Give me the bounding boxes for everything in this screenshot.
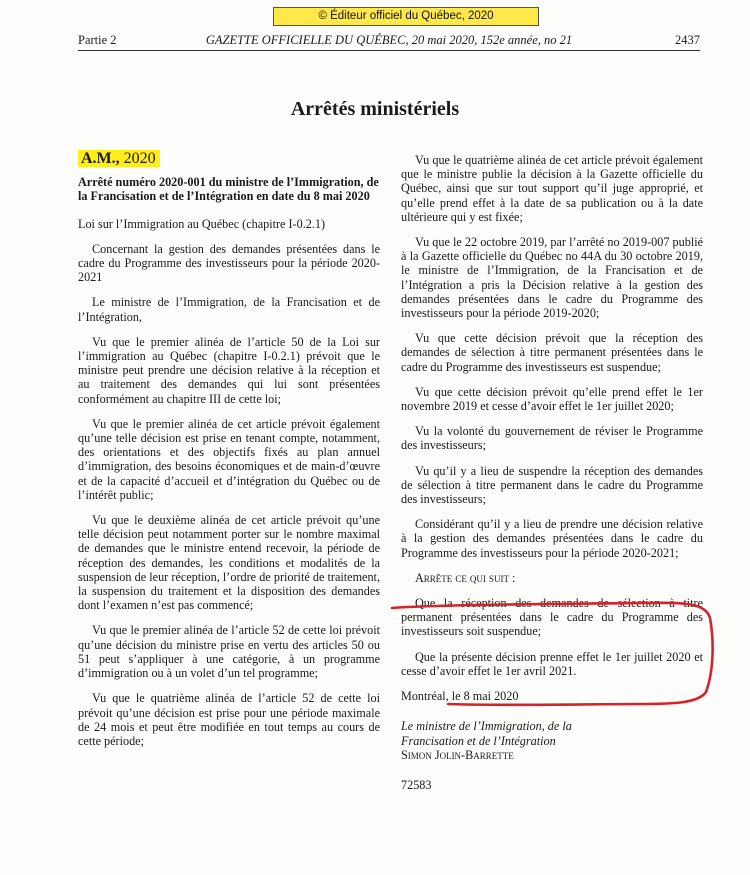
right-paragraph: Vu que cette décision prévoit que la réception des demandes de sélection à titre permanent présentées dans le cadre du Programme des investisseurs est suspendue;: [401, 331, 703, 374]
signature-name: Simon Jolin-Barrette: [401, 747, 514, 762]
page-number: 2437: [675, 33, 700, 47]
left-paragraph: Vu que le quatrième alinéa de l’article 52 de cette loi prévoit qu’une décision est prise pour une période maximale de 24 mois et peut être modifiée en tout temps au cours de cette période;: [78, 691, 380, 748]
reference-number: 72583: [401, 777, 432, 792]
right-paragraph: Vu que le 22 octobre 2019, par l’arrêté no 2019-007 publié à la Gazette officielle du Québec no 44A du 30 octobre 2019, le ministre de l’Immigration, de la Francisation et de l’Intégration a pris la Décision relative à la gestion des demandes présentées dans le cadre du Programme des investisseurs pour la période 2019-2020;: [401, 235, 703, 321]
part-label: Partie 2: [78, 33, 117, 47]
decision-paragraph: Que la présente décision prenne effet le 1er juillet 2020 et cesse d’avoir effet le 1er avril 2021.: [401, 649, 703, 678]
decree-title: Arrêté numéro 2020-001 du ministre de l’Immigration, de la Francisation et de l’Intégration en date du 8 mai 2020: [78, 175, 379, 204]
right-paragraph: Vu que cette décision prévoit qu’elle prend effet le 1er novembre 2019 et cesse d’avoir effet le 1er juillet 2020;: [401, 384, 703, 414]
copyright-banner: © Éditeur officiel du Québec, 2020: [273, 7, 539, 26]
place-date: Montréal, le 8 mai 2020: [401, 689, 519, 704]
gazette-title: GAZETTE OFFICIELLE DU QUÉBEC, 20 mai 2020, 152e année, no 21: [205, 33, 573, 47]
law-reference: Loi sur l’Immigration au Québec (chapitre I-0.2.1): [78, 216, 326, 231]
arrete-heading: Arrête ce qui suit :: [415, 570, 516, 585]
left-paragraph: Vu que le premier alinéa de l’article 52 de cette loi prévoit qu’une décision du ministre prise en vertu des articles 50 ou 51 peut s’appliquer à une catégorie, à un programme d’immigration ou à un volet d’un tel programme;: [78, 623, 380, 681]
am-title-highlighted: [78, 150, 160, 167]
signature-title-1: Le ministre de l’Immigration, de la: [401, 719, 572, 734]
left-column: [78, 150, 380, 759]
running-head: [78, 32, 700, 51]
section-title: Arrêtés ministériels: [290, 98, 460, 120]
concernant-paragraph: Concernant la gestion des demandes présentées dans le cadre du Programme des investisseurs pour la période 2020-2021: [78, 241, 380, 285]
right-paragraph: Vu que le quatrième alinéa de cet article prévoit également que le ministre publie la décision à la Gazette officielle du Québec, ainsi que sur tout support qu’il juge approprié, et qu’elle prend effet à la date de sa publication ou à la date ultérieure qui y est fixée;: [401, 153, 703, 224]
left-paragraph: Vu que le premier alinéa de l’article 50 de la Loi sur l’immigration au Québec (chapitre I-0.2.1) prévoit que le ministre peut prendre une décision relative à la réception et au traitement des demandes qui lui sont présentées conformément au chapitre III de cette loi;: [78, 334, 380, 406]
decision-paragraph: Que la réception des demandes de sélection à titre permanent présentées dans le cadre du Programme des investisseurs soit suspendue;: [401, 596, 703, 639]
right-paragraph: Vu qu’il y a lieu de suspendre la réception des demandes de sélection à titre permanent dans le cadre du Programme des investisseurs;: [401, 463, 703, 507]
am-label: A.M.,: [81, 150, 120, 167]
left-paragraph: Vu que le premier alinéa de cet article prévoit également qu’une telle décision est prise en tenant compte, notamment, des orientations et des objectifs fixés au plan annuel d’immigration, des besoins économiques et de main-d’œuvre et de la capacité d’accueil et d’intégration du Québec ou de l’intérêt public;: [78, 416, 380, 502]
right-column: [401, 153, 703, 792]
left-paragraph: Vu que le deuxième alinéa de cet article prévoit qu’une telle décision peut notamment porter sur le nombre maximal de demandes que le ministre entend recevoir, la période de réception des demandes, les conditions et modalités de la suspension de leur réception, l’ordre de priorité de traitement, la suspension du traitement et la disposition des demandes dont l’examen n’est pas commencé;: [78, 513, 380, 613]
minister-line: Le ministre de l’Immigration, de la Francisation et de l’Intégration,: [78, 295, 380, 324]
right-paragraph: Vu la volonté du gouvernement de réviser le Programme des investisseurs;: [401, 424, 703, 453]
signature-title-2: Francisation et de l’Intégration: [401, 733, 556, 748]
am-year: 2020: [123, 150, 156, 167]
right-paragraph: Considérant qu’il y a lieu de prendre une décision relative à la gestion des demandes présentées dans le cadre du Programme des investisseurs pour la période 2020-2021;: [401, 517, 703, 560]
